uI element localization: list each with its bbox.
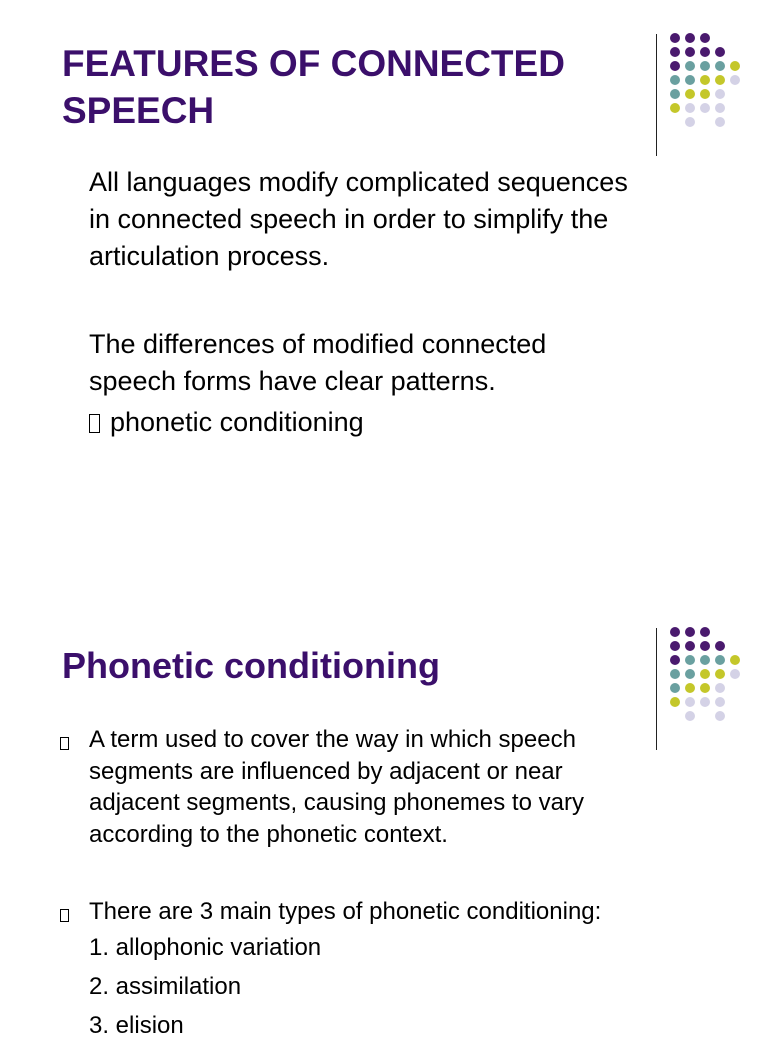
decor-dot <box>685 697 695 707</box>
decor-dot <box>700 627 710 637</box>
slide-1-paragraph-2: The differences of modified connected speech forms have clear patterns. <box>89 329 547 396</box>
decor-dot <box>715 117 725 127</box>
decor-dot <box>730 61 740 71</box>
decor-dot <box>670 627 680 637</box>
bullet-text: There are 3 main types of phonetic conditioning: <box>89 898 602 925</box>
slide-1-title <box>62 40 565 134</box>
decor-dot <box>685 683 695 693</box>
decor-dot <box>715 683 725 693</box>
decor-dot <box>730 75 740 85</box>
slide-2-title: Phonetic conditioning <box>62 645 440 686</box>
decor-dot <box>700 47 710 57</box>
arrow-placeholder-icon <box>89 414 100 433</box>
decor-dot <box>685 117 695 127</box>
sub-list-item: 2. assimilation <box>89 973 242 1000</box>
decor-dot <box>715 61 725 71</box>
decor-dot <box>685 61 695 71</box>
bullet-text: A term used to cover the way in which speech segments are influenced by adjacent or near adjacent segments, causing phonemes to vary according to the phonetic context. <box>89 726 584 848</box>
decor-dot <box>715 697 725 707</box>
decor-dot <box>715 75 725 85</box>
decor-dot <box>685 641 695 651</box>
decor-dot <box>700 697 710 707</box>
decor-dot <box>670 75 680 85</box>
sub-list-item: 1. allophonic variation <box>89 934 322 961</box>
sub-list-item: 3. elision <box>89 1012 184 1039</box>
decor-dot <box>700 103 710 113</box>
slide-1-title-line-1: FEATURES OF CONNECTED <box>62 43 565 84</box>
decor-dot <box>715 641 725 651</box>
decor-dot <box>670 641 680 651</box>
decor-dot <box>685 89 695 99</box>
slide-1-paragraph-1: All languages modify complicated sequences in connected speech in order to simplify the articulation process. <box>89 167 628 271</box>
decor-dot <box>700 75 710 85</box>
slide-2 <box>0 600 768 1039</box>
decor-dot <box>715 669 725 679</box>
decor-dot <box>670 103 680 113</box>
decor-dot <box>685 103 695 113</box>
decor-dot <box>670 669 680 679</box>
decor-dot <box>700 89 710 99</box>
decor-dot <box>685 33 695 43</box>
decor-dot <box>715 89 725 99</box>
decor-vertical-line <box>656 34 657 156</box>
decor-dot <box>670 33 680 43</box>
decor-dot <box>700 683 710 693</box>
decor-dot <box>715 103 725 113</box>
decor-dot <box>670 89 680 99</box>
decor-dot-grid <box>670 627 750 737</box>
decor-dot-grid <box>670 33 750 143</box>
bullet-icon <box>60 737 69 750</box>
decor-dot <box>715 47 725 57</box>
decor-dot <box>670 697 680 707</box>
slide-1-paragraph-3: phonetic conditioning <box>89 404 364 441</box>
decor-dot <box>670 61 680 71</box>
decor-dot <box>700 641 710 651</box>
decor-dot <box>700 655 710 665</box>
decor-dot <box>685 627 695 637</box>
decor-dot <box>715 655 725 665</box>
decor-dot <box>730 669 740 679</box>
decor-dot <box>670 47 680 57</box>
decor-dot <box>685 669 695 679</box>
bullet-icon <box>60 909 69 922</box>
decor-dot <box>715 711 725 721</box>
decor-dot <box>670 683 680 693</box>
decor-dot <box>685 711 695 721</box>
decor-dot <box>700 61 710 71</box>
decor-dot <box>700 33 710 43</box>
slide-1-title-line-2: SPEECH <box>62 90 215 131</box>
slide-1 <box>0 0 768 512</box>
decor-dot <box>685 75 695 85</box>
decor-dot <box>670 655 680 665</box>
decor-dot <box>700 669 710 679</box>
decor-dot <box>730 655 740 665</box>
decor-dot <box>685 47 695 57</box>
decor-dot <box>685 655 695 665</box>
